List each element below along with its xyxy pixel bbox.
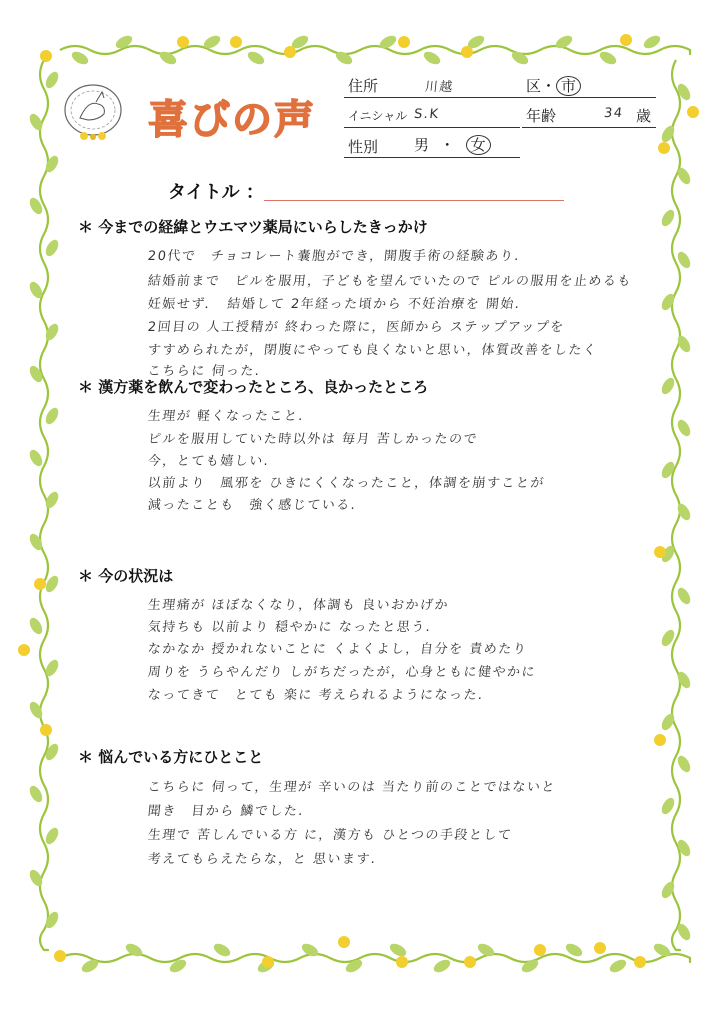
address-underline (344, 97, 656, 98)
vine-leaf (212, 941, 233, 959)
title-underline (264, 200, 564, 201)
vine-dot (654, 546, 666, 558)
vine-leaf (27, 448, 45, 469)
vine-leaf (675, 418, 693, 439)
vine-leaf (422, 49, 443, 67)
vine-dot (34, 578, 46, 590)
vine-bottom (60, 954, 690, 962)
vine-dot (398, 36, 410, 48)
vine-dot (634, 956, 646, 968)
initial-value: S.K (413, 107, 441, 122)
changes-line: ピルを服用していた時以外は 毎月 苦しかったので (147, 432, 479, 447)
changes-line: 以前より 風邪を ひきにくくなったこと，体調を崩すことが (147, 476, 546, 491)
vine-dot (658, 142, 670, 154)
vine-dot (230, 36, 242, 48)
vine-leaf (608, 957, 629, 975)
current-line: なかなか 授かれないことに くよくよし，自分を 責めたり (147, 642, 528, 657)
ward-city-field (526, 75, 581, 96)
section-heading-changes: ＊ 漢方薬を飲んで変わったところ、良かったところ (78, 378, 429, 396)
age-label: 年齢 (526, 107, 557, 125)
page-title: 喜びの声 (148, 97, 316, 143)
vine-leaf (43, 238, 61, 259)
history-line: すすめられたが，閉腹にやっても良くないと思い，体質改善をしたく (147, 343, 599, 358)
vine-dot (18, 644, 30, 656)
gender-sep: ・ (439, 136, 455, 154)
message-line: こちらに 伺って，生理が 辛いのは 当たり前のことではないと (147, 780, 557, 795)
history-line: 結婚前まで ピルを服用，子どもを望んでいたので ピルの服用を止めるも (147, 274, 633, 289)
changes-line: 減ったことも 強く感じている. (147, 498, 358, 513)
vine-dot (461, 46, 473, 58)
history-line: 妊娠せず． 結婚して 2年経った頃から 不妊治療を 開始. (147, 297, 522, 312)
vine-leaf (659, 208, 677, 229)
vine-leaf (246, 49, 267, 67)
age-underline (522, 127, 656, 128)
vine-dot (687, 106, 699, 118)
changes-line: 今，とても嬉しい. (147, 454, 271, 469)
vine-dot (40, 724, 52, 736)
section-heading-history: ＊ 今までの経緯とウエマツ薬局にいらしたきっかけ (78, 218, 428, 236)
gender-options (414, 134, 491, 155)
vine-leaf (675, 586, 693, 607)
address-value: 川越 (424, 80, 455, 95)
vine-dot (654, 734, 666, 746)
age-value: 34 (603, 106, 625, 121)
vine-leaf (659, 796, 677, 817)
vine-dot (534, 944, 546, 956)
gender-female-circled: 女 (466, 135, 491, 155)
vine-dot (464, 956, 476, 968)
vine-dot (396, 956, 408, 968)
gender-underline (344, 157, 520, 158)
vine-leaf (432, 957, 453, 975)
initial-label: イニシャル (348, 109, 408, 123)
section-heading-current: ＊ 今の状況は (78, 567, 174, 585)
initial-underline (344, 127, 520, 128)
message-line: 聞き 目から 鱗でした. (147, 804, 305, 819)
vine-dot (620, 34, 632, 46)
gender-label: 性別 (348, 138, 379, 156)
message-line: 考えてもらえたらな，と 思います. (147, 852, 378, 867)
vine-top (60, 46, 690, 54)
vine-dot (54, 950, 66, 962)
vine-leaf (642, 33, 663, 51)
vine-leaf (27, 616, 45, 637)
message-line: 生理で 苦しんでいる方 に，漢方も ひとつの手段として (147, 828, 514, 843)
age-unit: 歳 (636, 107, 652, 125)
title-line-label: タイトル ： (168, 182, 264, 203)
changes-line: 生理が 軽くなったこと. (147, 409, 305, 424)
history-line: 2回目の 人工授精が 終わった際に，医師から ステップアップを (147, 320, 566, 335)
vine-dot (177, 36, 189, 48)
gender-male: 男 (414, 136, 430, 154)
history-line: こちらに 伺った. (147, 364, 262, 379)
current-line: なってきて とても 楽に 考えられるようになった. (147, 688, 485, 703)
vine-dot (284, 46, 296, 58)
vine-leaf (43, 826, 61, 847)
vine-leaf (43, 406, 61, 427)
vine-dot (594, 942, 606, 954)
ward-city-sep: ・ (541, 77, 557, 95)
flower-wreath-logo (58, 80, 128, 142)
vine-dot (40, 50, 52, 62)
vine-leaf (675, 754, 693, 775)
history-line: 20代で チョコレート嚢胞ができ，開腹手術の経験あり. (147, 249, 521, 264)
vine-dot (262, 956, 274, 968)
current-line: 生理痛が ほぼなくなり，体調も 良いおかげか (147, 598, 450, 613)
current-line: 気持ちも 以前より 穏やかに なったと思う. (147, 620, 433, 635)
vine-leaf (70, 49, 91, 67)
city-label-circled: 市 (556, 76, 581, 96)
vine-leaf (27, 784, 45, 805)
vine-leaf (598, 49, 619, 67)
current-line: 周りを うらやんだり しがちだったが，心身ともに健やかに (147, 665, 537, 680)
address-label: 住所 (348, 77, 379, 95)
ward-label: 区 (526, 77, 542, 95)
vine-leaf (659, 376, 677, 397)
vine-dot (338, 936, 350, 948)
section-heading-message: ＊ 悩んでいる方にひとこと (78, 748, 264, 766)
vine-leaf (388, 941, 409, 959)
vine-leaf (675, 166, 693, 187)
